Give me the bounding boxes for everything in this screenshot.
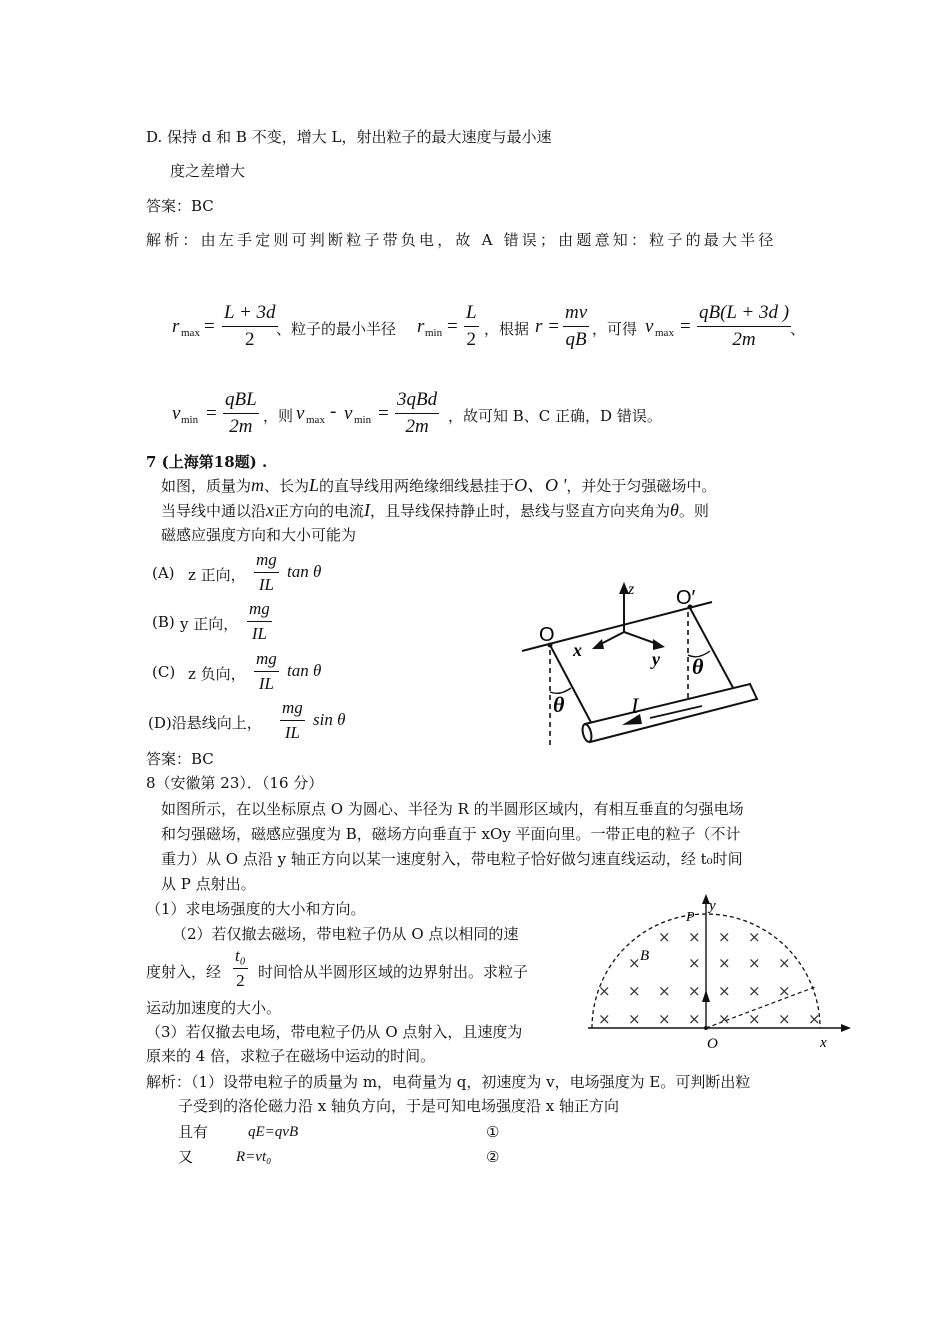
cross-icon: × [688,1010,701,1028]
cross-icon: × [718,1010,731,1028]
label: (A) [152,564,175,582]
cross-icon: × [658,928,671,946]
points-symbol: O、O ' [514,475,567,495]
cross-icon: × [808,1010,821,1028]
cross-icon: × [628,982,641,1000]
q8-para2: 和匀强磁场，磁感应强度为 B，磁场方向垂直于 xOy 平面向里。一带正电的粒子（不计 [161,825,741,843]
label-z: z [628,581,635,598]
cross-icon: × [598,1010,611,1028]
length-symbol: L [309,475,320,495]
numerator: qBL [223,389,259,414]
r-max-symbol: r [172,316,180,337]
r-equals: r = [535,316,560,337]
denominator: 2m [732,329,756,350]
label: (B) [152,613,175,631]
sin-theta: sin θ [313,710,346,729]
numerator: mg [254,550,279,573]
numerator: 3qBd [395,389,439,414]
theta-symbol: θ [670,500,679,520]
label: (D)沿悬线向上， [148,714,262,732]
conclusion: ，故可知 B、C 正确，D 错误。 [448,407,662,425]
field-crosses [598,928,821,1028]
q8-eq2-number: ② [486,1148,500,1166]
v-max-symbol: v [645,316,654,337]
q8-sub3-line1: （3）若仅撤去电场，带电粒子仍从 O 点射入，且速度为 [146,1023,523,1041]
text: 度射入，经 [146,963,222,981]
q8-para1: 如图所示，在以坐标原点 O 为圆心、半径为 R 的半圆形区域内，有相互垂直的匀强电场 [161,800,744,818]
origin-dot [704,1026,708,1030]
q8-title: 8（安徽第 23）．（16 分） [146,774,324,792]
q8-eq1: qE=qvB [248,1124,299,1140]
denominator: 2m [229,416,253,437]
denominator: IL [284,723,300,742]
min-subscript: min [425,327,443,339]
equals: = [204,316,215,337]
cross-icon: × [688,954,701,972]
denominator: 2m [405,416,429,437]
numerator: mv [563,302,589,327]
label: (C) [152,663,176,681]
r-min-symbol: r [417,316,425,337]
numerator: mg [254,649,279,672]
label-theta-left: θ [553,692,565,717]
q8-eq2: R=vt₀ [236,1149,272,1165]
q8-solution-2: 子受到的洛伦磁力沿 x 轴负方向，于是可知电场强度沿 x 轴正方向 [178,1097,619,1115]
q8-sub2-line1: （2）若仅撤去磁场，带电粒子仍从 O 点以相同的速 [172,925,519,943]
max-subscript: max [181,327,200,339]
direction: z 正向， [188,566,246,584]
label-x: x [573,640,582,660]
text-min-radius: 、粒子的最小半径 [276,320,397,338]
label-o-prime: O′ [676,587,696,609]
direction: y 正向， [180,615,239,633]
cross-icon: × [718,982,731,1000]
cross-icon: × [748,928,761,946]
denominator: IL [251,624,267,643]
q7-answer: 答案：BC [146,750,214,768]
max-subscript: max [306,414,325,426]
q8-eq1-number: ① [486,1123,500,1141]
q7-line3: 磁感应强度方向和大小可能为 [161,526,357,544]
tan-theta: tan θ [287,562,322,581]
text: 正方向的电流 [274,502,365,520]
q8-sub1: （1）求电场强度的大小和方向。 [146,900,366,918]
cross-icon: × [778,954,791,972]
label-x: x [820,1035,827,1051]
max-subscript: max [655,327,674,339]
text: 、长为 [264,477,310,495]
numerator: qB(L + 3d ) [697,302,791,327]
x-axis-arrow [841,1024,851,1032]
equals: = [206,403,217,424]
text: 如图，质量为 [161,477,252,495]
equals: = [447,316,458,337]
cross-icon: × [658,1010,671,1028]
denominator: 2 [245,329,255,350]
q7-title: 7 (上海第18题) . [146,453,268,471]
answer-6: 答案：BC [146,197,214,215]
label-i: I [631,693,639,718]
v-max-symbol: v [296,403,305,424]
numerator: L + 3d [222,302,278,327]
cross-icon: × [718,928,731,946]
q8-eq2-label: 又 [178,1148,194,1166]
current-symbol: I [364,500,371,520]
label-y: y [709,898,716,914]
cross-icon: × [748,954,761,972]
text: 。则 [678,502,709,520]
comma: 、 [790,320,806,338]
label-p: P [686,910,695,925]
v-min-symbol: v [172,403,181,424]
solution-6-intro: 解析：由左手定则可判断粒子带负电，故 A 错误；由题意知：粒子的最大半径 [146,231,777,249]
cross-icon: × [628,1010,641,1028]
cross-icon: × [688,982,701,1000]
text-according: ，根据 [484,320,530,338]
text: ，且导线保持静止时，悬线与竖直方向夹角为 [370,502,671,520]
cross-icon: × [748,982,761,1000]
q8-eq1-label: 且有 [178,1123,209,1141]
text: 时间恰从半圆形区域的边界射出。求粒子 [258,963,529,981]
min-subscript: min [354,414,372,426]
tan-theta: tan θ [287,661,322,680]
q8-sub3-line2: 原来的 4 倍，求粒子在磁场中运动的时间。 [146,1047,436,1065]
option-d-line2: 度之差增大 [170,162,246,180]
denominator: 2 [236,971,245,990]
label-o: O [539,624,555,646]
cross-icon: × [628,954,641,972]
direction: z 负向， [188,665,246,683]
q8-solution-1: 解析：（1）设带电粒子的质量为 m，电荷量为 q，初速度为 v，电场强度为 E。可判断出粒 [146,1073,751,1091]
text: 的直导线用两绝缘细线悬挂于 [319,477,515,495]
denominator: IL [258,575,274,594]
label-b: B [640,948,650,964]
cross-icon: × [688,928,701,946]
text-then: ，则 [263,407,294,425]
cross-icon: × [748,1010,761,1028]
q8-para3: 重力）从 O 点沿 y 轴正方向以某一速度射入，带电粒子恰好做匀速直线运动，经 t₀时间 [161,850,743,868]
velocity-arrow [702,990,710,1002]
denominator: 2 [466,329,477,350]
equals: = [378,403,389,424]
min-subscript: min [181,414,199,426]
mass-symbol: m [251,475,265,495]
x-symbol: x [266,500,275,520]
denominator: IL [258,674,274,693]
q8-sub2-line3: 运动加速度的大小。 [146,999,282,1017]
minus: - [330,401,337,422]
text: ，并处于匀强磁场中。 [566,477,717,495]
numerator: mg [280,698,305,721]
v-min-symbol: v [344,403,353,424]
label-y: y [652,649,660,669]
cross-icon: × [718,954,731,972]
text-obtain: ，可得 [592,320,638,338]
q8-para4: 从 P 点射出。 [161,875,256,893]
option-d-line1: D. 保持 d 和 B 不变，增大 L，射出粒子的最大速度与最小速 [146,128,552,146]
cross-icon: × [778,1010,791,1028]
text: 当导线中通以沿 [161,502,267,520]
cross-icon: × [658,982,671,1000]
numerator: mg [247,599,272,622]
label-o: O [707,1036,718,1052]
numerator: t₀ [233,946,248,969]
cross-icon: × [778,982,791,1000]
label-theta-right: θ [692,654,704,679]
numerator: L [464,302,479,327]
equals: = [680,316,691,337]
cross-icon: × [598,982,611,1000]
denominator: qB [565,329,587,350]
